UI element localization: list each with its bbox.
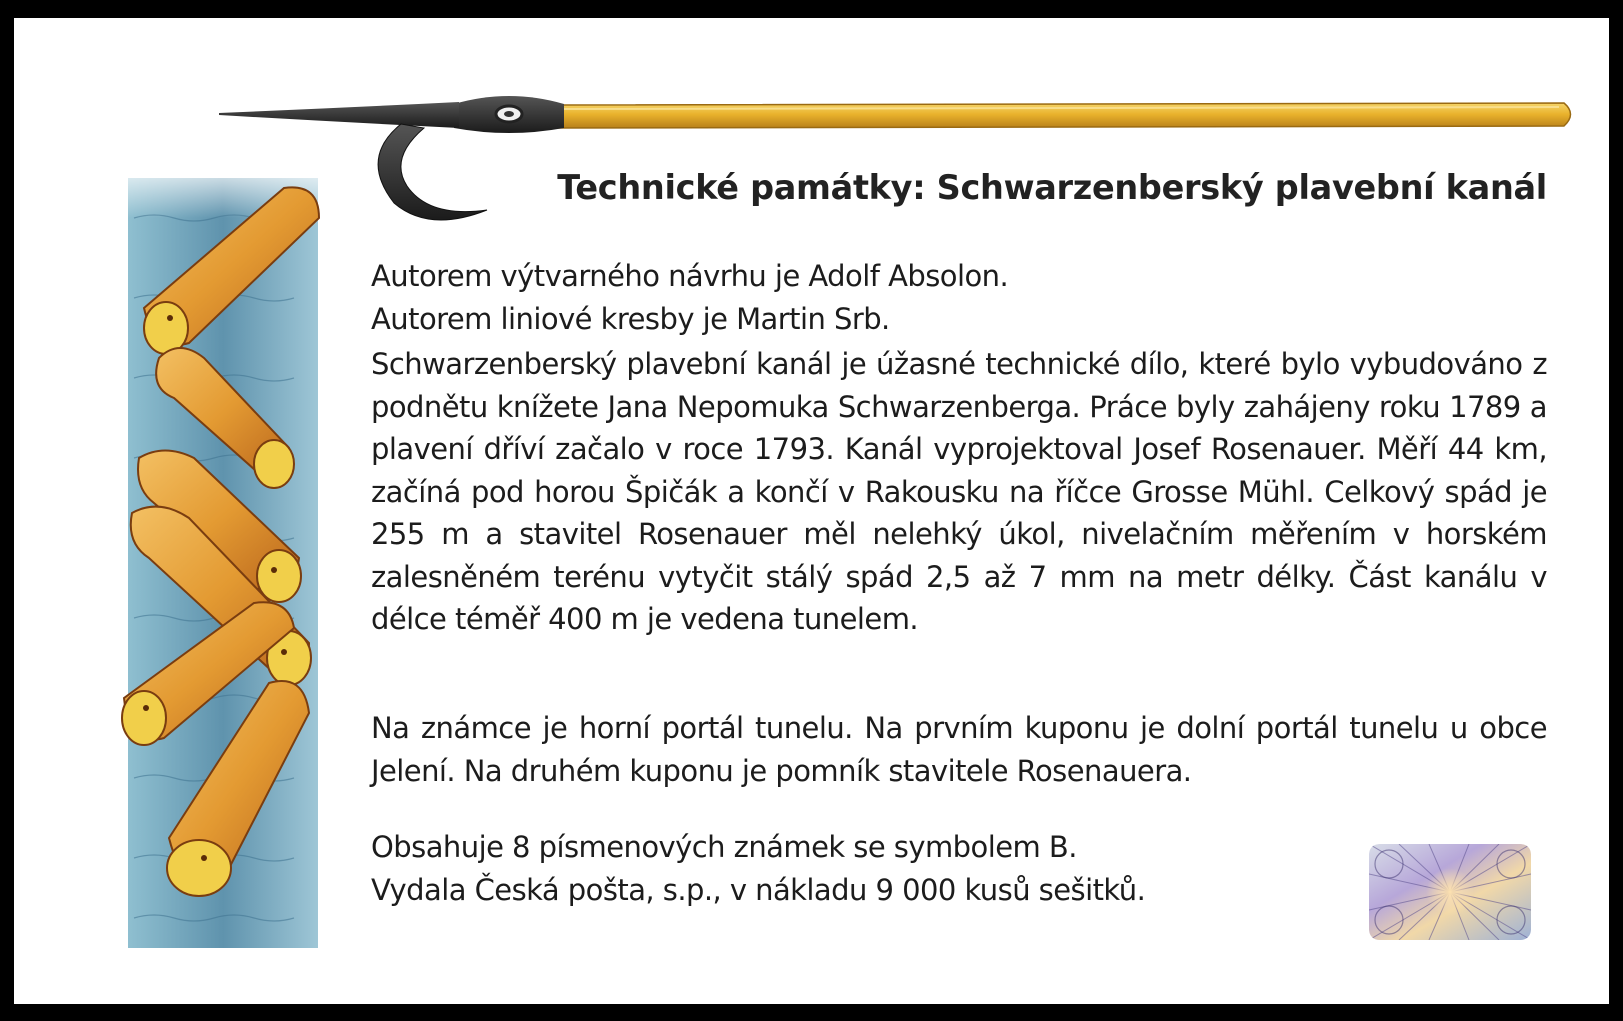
canal-description: Schwarzenberský plavební kanál je úžasné technické dílo, které bylo vybudováno z podnětu knížete Jana Nepomuka Schwarzenberga. Práce byly zahájeny roku 1789 a plavení dříví začalo v roce 1793. Kanál vyprojektoval Josef Rosenauer. Měří 44 km, začíná pod horou Špičák a končí v Rakousku na říčce Grosse Mühl. Celkový spád je 255 m a stavitel Rosenauer měl nelehký úkol, nivelačním měřením v horském zalesněném terénu vytyčit stálý spád 2,5 až 7 mm na metr délky. Část kanálu v délce téměř 400 m je vedena tunelem. — [371, 347, 1547, 636]
stamp-note: Na známce je horní portál tunelu. Na prvním kuponu je dolní portál tunelu u obce Jelení. Na druhém kuponu je pomník stavitele Rosenauera. — [371, 711, 1547, 788]
credit-artist: Autorem výtvarného návrhu je Adolf Absolon. — [371, 259, 1009, 293]
credit-engraver: Autorem liniové kresby je Martin Srb. — [371, 301, 890, 336]
page-title: Technické památky: Schwarzenberský plavební kanál — [557, 168, 1547, 207]
hologram-security-label — [1369, 844, 1531, 940]
booklet-cover-card — [14, 18, 1609, 1004]
issue-contents: Obsahuje 8 písmenových známek se symbolem B. — [371, 830, 1077, 864]
floating-logs-illustration — [114, 158, 329, 948]
issue-publisher: Vydala Česká pošta, s.p., v nákladu 9 000 kusů sešitků. — [371, 872, 1146, 907]
design-credits — [371, 255, 1547, 340]
rafting-hook-illustration — [219, 68, 1579, 243]
